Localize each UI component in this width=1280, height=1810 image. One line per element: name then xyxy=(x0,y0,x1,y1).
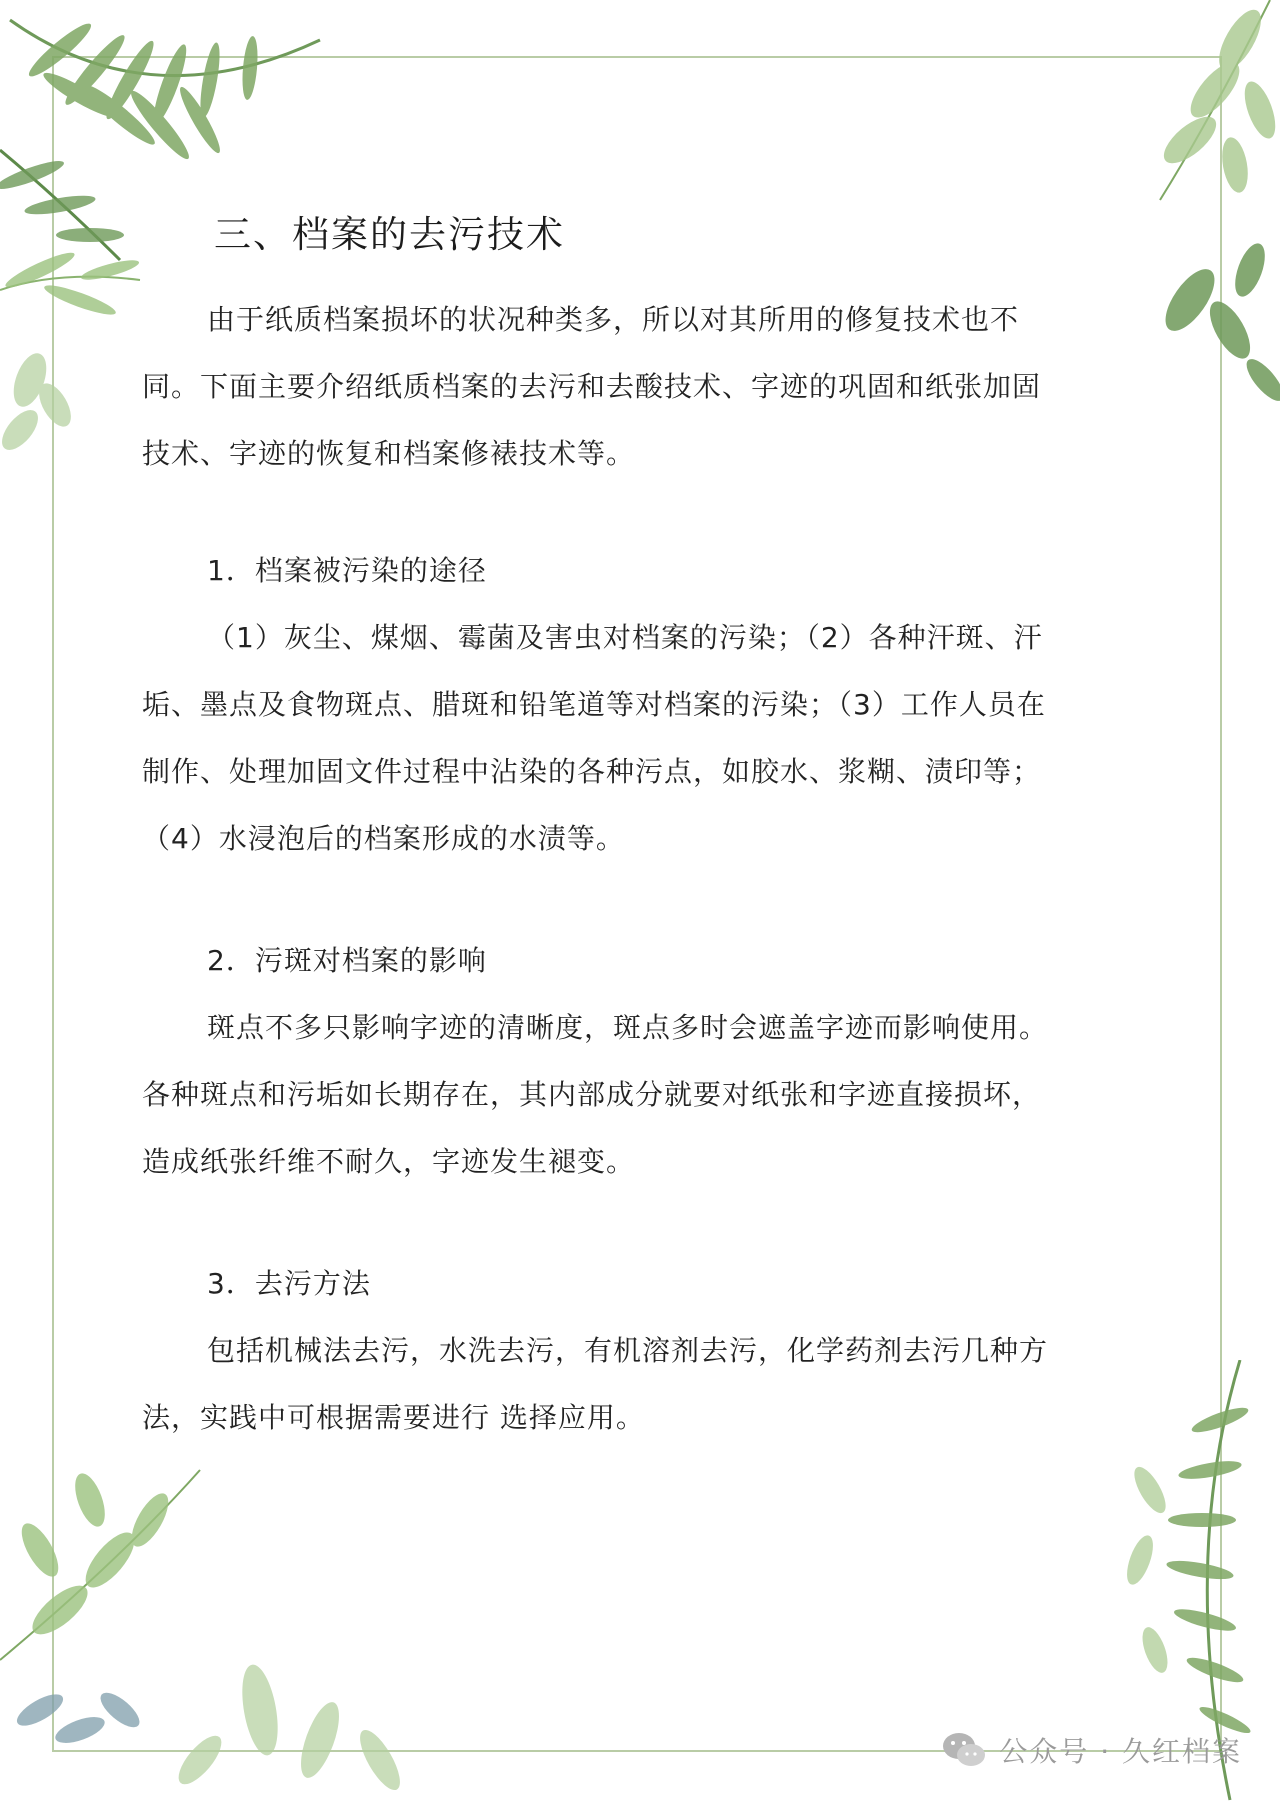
article-title: 三、档案的去污技术 xyxy=(214,213,565,256)
wechat-icon xyxy=(941,1730,987,1770)
section-1-heading: 1．档案被污染的途径 xyxy=(207,554,487,587)
intro-paragraph: 由于纸质档案损坏的状况种类多，所以对其所用的修复技术也不同。下面主要介绍纸质档案的去污和去酸技术、字迹的巩固和纸张加固技术、字迹的恢复和档案修裱技术等。 xyxy=(142,303,1042,470)
section-3-heading: 3．去污方法 xyxy=(207,1267,371,1300)
section-2-heading: 2．污斑对档案的影响 xyxy=(207,944,487,977)
leaf-decoration-bottom-left xyxy=(0,1410,470,1810)
section-3-body: 包括机械法去污，水洗去污，有机溶剂去污，化学药剂去污几种方法，实践中可根据需要进行 选择应用。 xyxy=(142,1334,1049,1434)
section-2-body: 斑点不多只影响字迹的清晰度，斑点多时会遮盖字迹而影响使用。各种斑点和污垢如长期存在，其内部成分就要对纸张和字迹直接损坏，造成纸张纤维不耐久，字迹发生褪变。 xyxy=(142,1011,1049,1178)
article-content xyxy=(142,200,1066,1451)
watermark xyxy=(941,1730,1242,1770)
section-1-body: （1）灰尘、煤烟、霉菌及害虫对档案的污染；（2）各种汗斑、汗垢、墨点及食物斑点、腊斑和铅笔道等对档案的污染；（3）工作人员在制作、处理加固文件过程中沾染的各种污点，如胶水、浆糊、渍印等；（4）水浸泡后的档案形成的水渍等。 xyxy=(142,621,1046,855)
leaf-decoration-left xyxy=(0,230,150,490)
watermark-text: 公众号 · 久红档案 xyxy=(999,1735,1242,1768)
